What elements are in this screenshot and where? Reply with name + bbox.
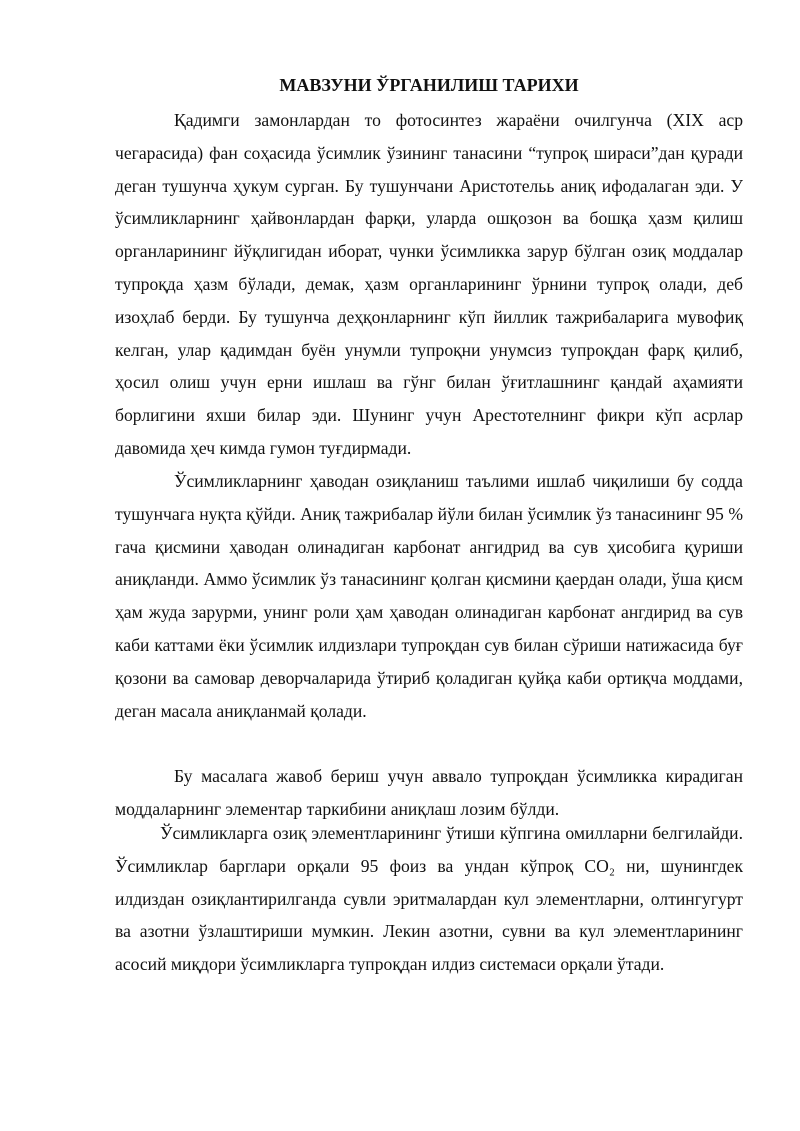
page-title: МАВЗУНИ ЎРГАНИЛИШ ТАРИХИ — [279, 75, 579, 95]
paragraph-history-intro: Қадимги замонлардан то фотосинтез жараёни очилгунча (XIX аср чегарасида) фан соҳасида ўсимлик ўзининг танасини “тупроқ шираси”дан қуради деган тушунча ҳукум сурган. Бу тушунчани Аристотельь аниқ ифодалаган эди. У ўсимликларнинг ҳайвонлардан фарқи, уларда ошқозон ва бошқа ҳазм қилиш органларининг йўқлигидан иборат, чунки ўсимликка зарур бўлган озиқ моддалар тупроқда ҳазм бўлади, демак, ҳазм органларининг ўрнини тупроқ олади, деб изоҳлаб берди. Бу тушунча деҳқонларнинг кўп йиллик тажрибаларига мувофиқ келган, улар қадимдан буён унумли тупроқни унумсиз тупроқдан фарқ қилиб, ҳосил олиш учун ерни ишлаш ва гўнг билан ўғитлашнинг қандай аҳамияти борлигини яхши билар эди. Шунинг учун Арестотелнинг фикри кўп асрлар давомида ҳеч кимда гумон туғдирмади. — [115, 110, 743, 458]
paragraph-air-nutrition: Ўсимликларнинг ҳаводан озиқланиш таълими ишлаб чиқилиши бу содда тушунчага нуқта қўйди. Аниқ тажрибалар йўли билан ўсимлик ўз танасининг 95 % гача қисмини ҳаводан олинадиган карбонат ангидрид ва сув ҳисобига қуриши аниқланди. Аммо ўсимлик ўз танасининг қолган қисмини қаердан олади, ўша қисм ҳам жуда зарурми, унинг роли ҳам ҳаводан олинадиган карбонат ангдирид ва сув каби каттами ёки ўсимлик илдизлари тупроқдан сув билан сўриши натижасида буғ қозони ва самовар деворчаларида ўтириб қоладиган қуйқа каби ортиқча моддами, деган масала аниқланмай қолади. — [115, 471, 743, 721]
paragraph-nutrient-uptake: Ўсимликларга озиқ элементларининг ўтиши кўпгина омилларни белгилайди. Ўсимликлар барглари орқали 95 фоиз ва ундан кўпроқ CO₂ ни, шунингдек илдиздан озиқлантирилганда сувли эритмалардан кул элементларни, олтингугурт ва азотни ўзлаштириши мумкин. Лекин азотни, сувни ва кул элементларининг асосий миқдори ўсимликларга тупроқдан илдиз системаси орқали ўтади. — [115, 823, 743, 975]
paragraph-elemental-composition: Бу масалага жавоб бериш учун аввало тупроқдан ўсимликка кирадиган моддаларнинг элементар таркибини аниқлаш лозим бўлди. — [115, 766, 743, 819]
